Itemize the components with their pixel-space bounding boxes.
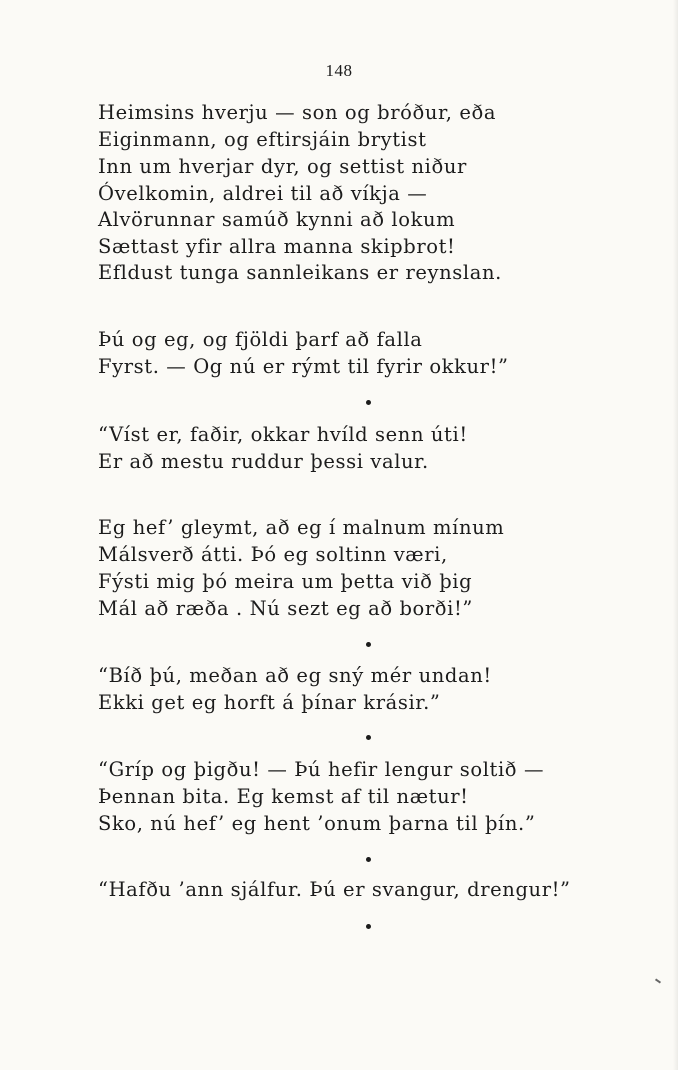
poem-line: “Bíð þú, meðan að eg sný mér undan!	[98, 664, 492, 687]
paper-speck	[655, 978, 661, 983]
poem-line: Þennan bita. Eg kemst af til nætur!	[98, 785, 469, 808]
poem-line: Málsverð átti. Þó eg soltinn væri,	[98, 543, 448, 566]
poem-line: Heimsins hverju — son og bróður, eða	[98, 101, 497, 124]
poem-line: Inn um hverjar dyr, og settist niður	[98, 155, 467, 178]
poem-line: Efldust tunga sannleikans er reynslan.	[98, 261, 502, 284]
section-separator	[366, 924, 371, 929]
poem-line: Mál að ræða . Nú sezt eg að borði!”	[98, 597, 473, 620]
poem-line: Sættast yfir allra manna skipbrot!	[98, 235, 456, 258]
section-separator	[366, 642, 371, 647]
poem-line: Fýsti mig þó meira um þetta við þig	[98, 570, 473, 593]
poem-line: Óvelkomin, aldrei til að víkja —	[98, 182, 428, 205]
poem-line: Fyrst. — Og nú er rýmt til fyrir okkur!”	[98, 355, 509, 378]
poem-line: Alvörunnar samúð kynni að lokum	[98, 208, 456, 231]
poem-line: Eg hef’ gleymt, að eg í malnum mínum	[98, 516, 505, 539]
section-separator	[366, 857, 371, 862]
section-separator	[366, 735, 371, 740]
poem-line: “Víst er, faðir, okkar hvíld senn úti!	[98, 423, 468, 446]
poem-line: “Gríp og þigðu! — Þú hefir lengur soltið —	[98, 758, 545, 781]
poem-line: Ekki get eg horft á þínar krásir.”	[98, 691, 441, 714]
poem-line: Sko, nú hef’ eg hent ’onum þarna til þín.”	[98, 812, 536, 835]
poem-line: “Hafðu ’ann sjálfur. Þú er svangur, drengur!”	[98, 878, 571, 901]
section-separator	[366, 400, 371, 405]
page-number: 148	[325, 61, 353, 80]
poem-line: Þú og eg, og fjöldi þarf að falla	[98, 328, 423, 351]
poem-line: Er að mestu ruddur þessi valur.	[98, 450, 429, 473]
page-edge-shadow	[673, 0, 678, 1070]
poem-line: Eiginmann, og eftirsjáin brytist	[98, 128, 427, 151]
